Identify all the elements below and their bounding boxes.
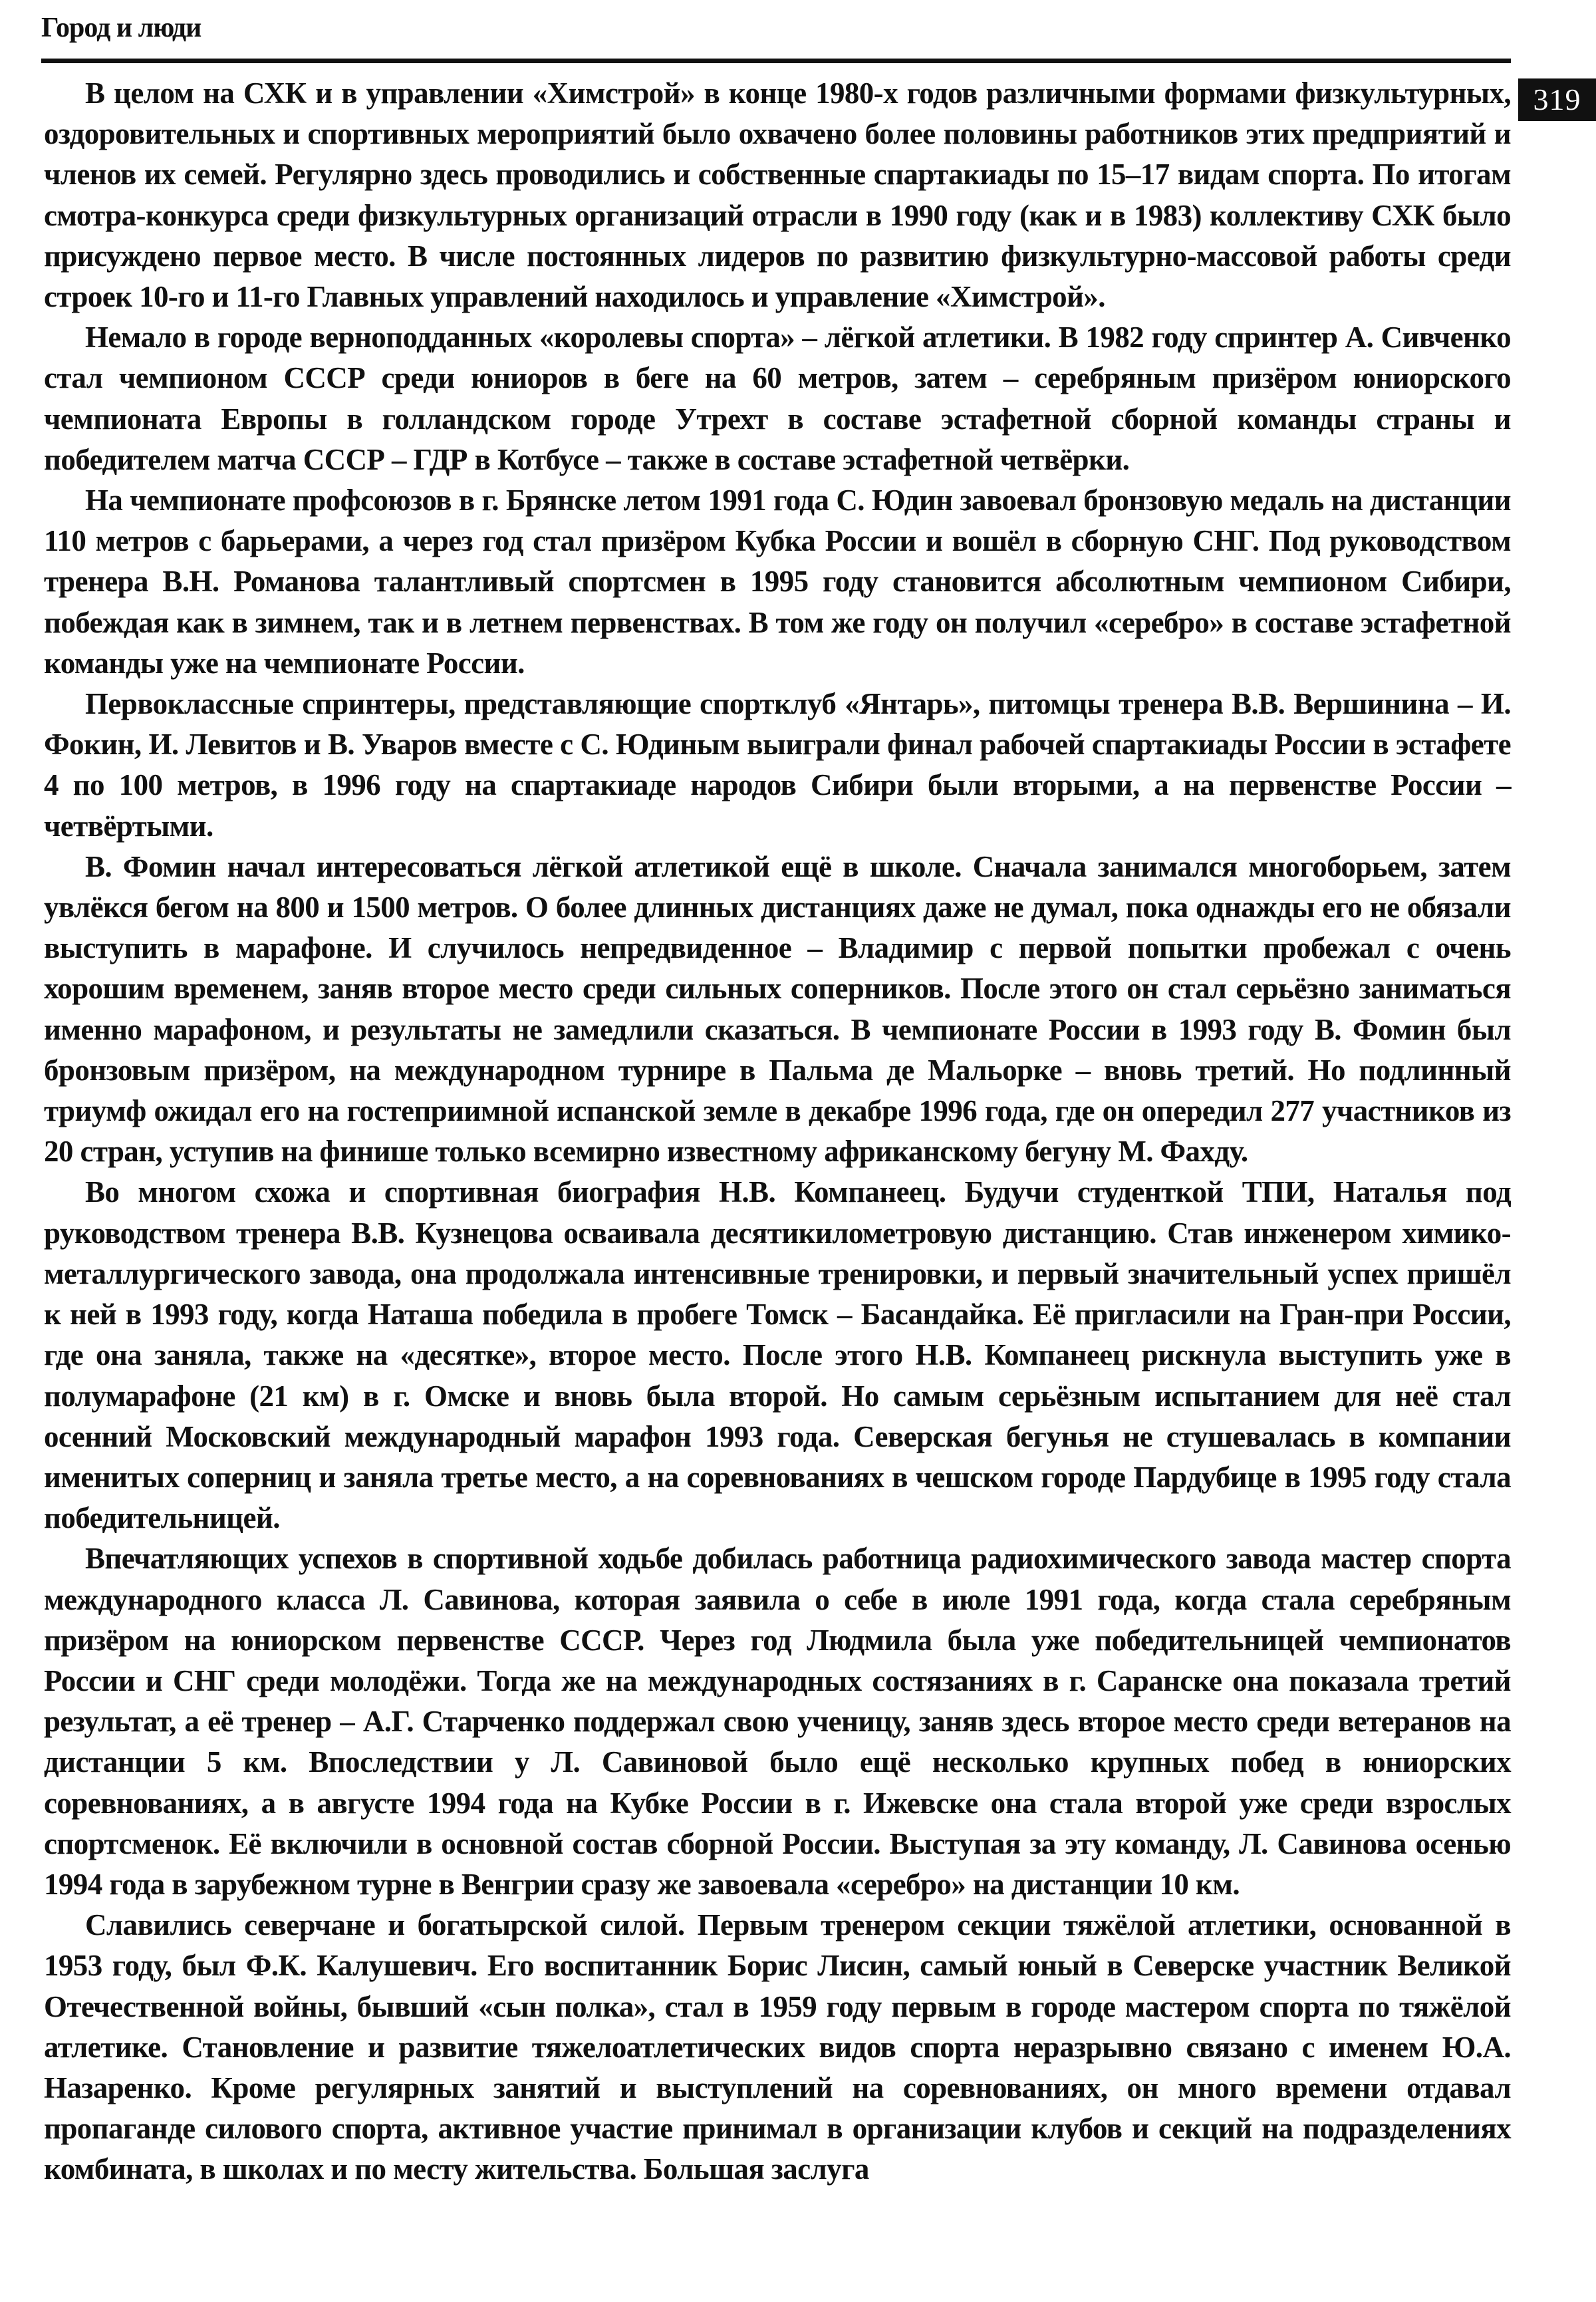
header-rule bbox=[41, 59, 1511, 63]
paragraph: Во многом схожа и спортивная биография Н.В. Компанеец. Будучи студенткой ТПИ, Наталья под руководством тренера В.В. Кузнецова осваивала десятикилометровую дистанцию. Став инженером химико-металлургического завода, она продолжала интенсивные тренировки, и первый значительный успех пришёл к ней в 1993 году, когда Наташа победила в пробеге Томск – Басандайка. Её пригласили на Гран-при России, где она заняла, также на «десятке», второе место. После этого Н.В. Компанеец рискнула выступить уже в полумарафоне (21 км) в г. Омске и вновь была второй. Но самым серьёзным испытанием для неё стал осенний Московский международный марафон 1993 года. Северская бегунья не стушевалась в компании именитых соперниц и заняла третье место, а на соревнованиях в чешском городе Пардубице в 1995 году стала победительницей. bbox=[44, 1175, 1511, 1535]
paragraph: В. Фомин начал интересоваться лёгкой атлетикой ещё в школе. Сначала занимался многоборьем, затем увлёкся бегом на 800 и 1500 метров. О более длинных дистанциях даже не думал, пока однажды его не обязали выступить в марафоне. И случилось непредвиденное – Владимир с первой попытки пробежал с очень хорошим временем, заняв второе место среди сильных соперников. После этого он стал серьёзно заниматься именно марафоном, и результаты не замедлили сказаться. В чемпионате России в 1993 году В. Фомин был бронзовым призёром, на международном турнире в Пальма де Мальорке – вновь третий. Но подлинный триумф ожидал его на гостеприимной испанской земле в декабре 1996 года, где он опередил 277 участников из 20 стран, уступив на финише только всемирно известному африканскому бегуну М. Фахду. bbox=[44, 849, 1511, 1169]
page-number: 319 bbox=[1518, 78, 1596, 121]
paragraph: В целом на СХК и в управлении «Химстрой» в конце 1980-х годов различными формами физкультурных, оздоровительных и спортивных мероприятий было охвачено более половины работников этих предприятий и членов их семей. Регулярно здесь проводились и собственные спартакиады по 15–17 видам спорта. По итогам смотра-конкурса среди физкультурных организаций отрасли в 1990 году (как и в 1983) коллективу СХК было присуждено первое место. В числе постоянных лидеров по развитию физкультурно-массовой работы среди строек 10-го и 11-го Главных управлений находилось и управление «Химстрой». bbox=[44, 76, 1511, 314]
paragraph: Славились северчане и богатырской силой. Первым тренером секции тяжёлой атлетики, основанной в 1953 году, был Ф.К. Калушевич. Его воспитанник Борис Лисин, самый юный в Северске участник Великой Отечественной войны, бывший «сын полка», стал в 1959 году первым в городе мастером спорта по тяжёлой атлетике. Становление и развитие тяжелоатлетических видов спорта неразрывно связано с именем Ю.А. Назаренко. Кроме регулярных занятий и выступлений на соревнованиях, он много времени отдавал пропаганде силового спорта, активное участие принимал в организации клубов и секций на подразделениях комбината, в школах и по месту жительства. Большая заслуга bbox=[44, 1908, 1511, 2186]
paragraph: Немало в городе верноподданных «королевы спорта» – лёгкой атлетики. В 1982 году спринтер А. Сивченко стал чемпионом СССР среди юниоров в беге на 60 метров, затем – серебряным призёром юниорского чемпионата Европы в голландском городе Утрехт в составе эстафетной сборной команды страны и победителем матча СССР – ГДР в Котбусе – также в составе эстафетной четвёрки. bbox=[44, 321, 1511, 476]
paragraph: На чемпионате профсоюзов в г. Брянске летом 1991 года С. Юдин завоевал бронзовую медаль на дистанции 110 метров с барьерами, а через год стал призёром Кубка России и вошёл в сборную СНГ. Под руководством тренера В.Н. Романова талантливый спортсмен в 1995 году становится абсолютным чемпионом Сибири, побеждая как в зимнем, так и в летнем первенствах. В том же году он получил «серебро» в составе эстафетной команды уже на чемпионате России. bbox=[44, 484, 1511, 680]
paragraph: Впечатляющих успехов в спортивной ходьбе добилась работница радиохимического завода мастер спорта международного класса Л. Савинова, которая заявила о себе в июле 1991 года, когда стала серебряным призёром на юниорском первенстве СССР. Через год Людмила была уже победительницей чемпионатов России и СНГ среди молодёжи. Тогда же на международных состязаниях в г. Саранске она показала третий результат, а её тренер – А.Г. Старченко поддержал свою ученицу, заняв здесь второе место среди ветеранов на дистанции 5 км. Впоследствии у Л. Савиновой было ещё несколько крупных побед в юниорских соревнованиях, а в августе 1994 года на Кубке России в г. Ижевске она стала второй уже среди взрослых спортсменок. Её включили в основной состав сборной России. Выступая за эту команду, Л. Савинова осенью 1994 года в зарубежном турне в Венгрии сразу же завоевала «серебро» на дистанции 10 км. bbox=[44, 1542, 1511, 1901]
paragraph: Первоклассные спринтеры, представляющие спортклуб «Янтарь», питомцы тренера В.В. Вершинина – И. Фокин, И. Левитов и В. Уваров вместе с С. Юдиным выиграли финал рабочей спартакиады России в эстафете 4 по 100 метров, в 1996 году на спартакиаде народов Сибири были вторыми, а на первенстве России – четвёртыми. bbox=[44, 687, 1511, 843]
body-text bbox=[44, 73, 1511, 2190]
running-title: Город и люди bbox=[41, 13, 201, 43]
